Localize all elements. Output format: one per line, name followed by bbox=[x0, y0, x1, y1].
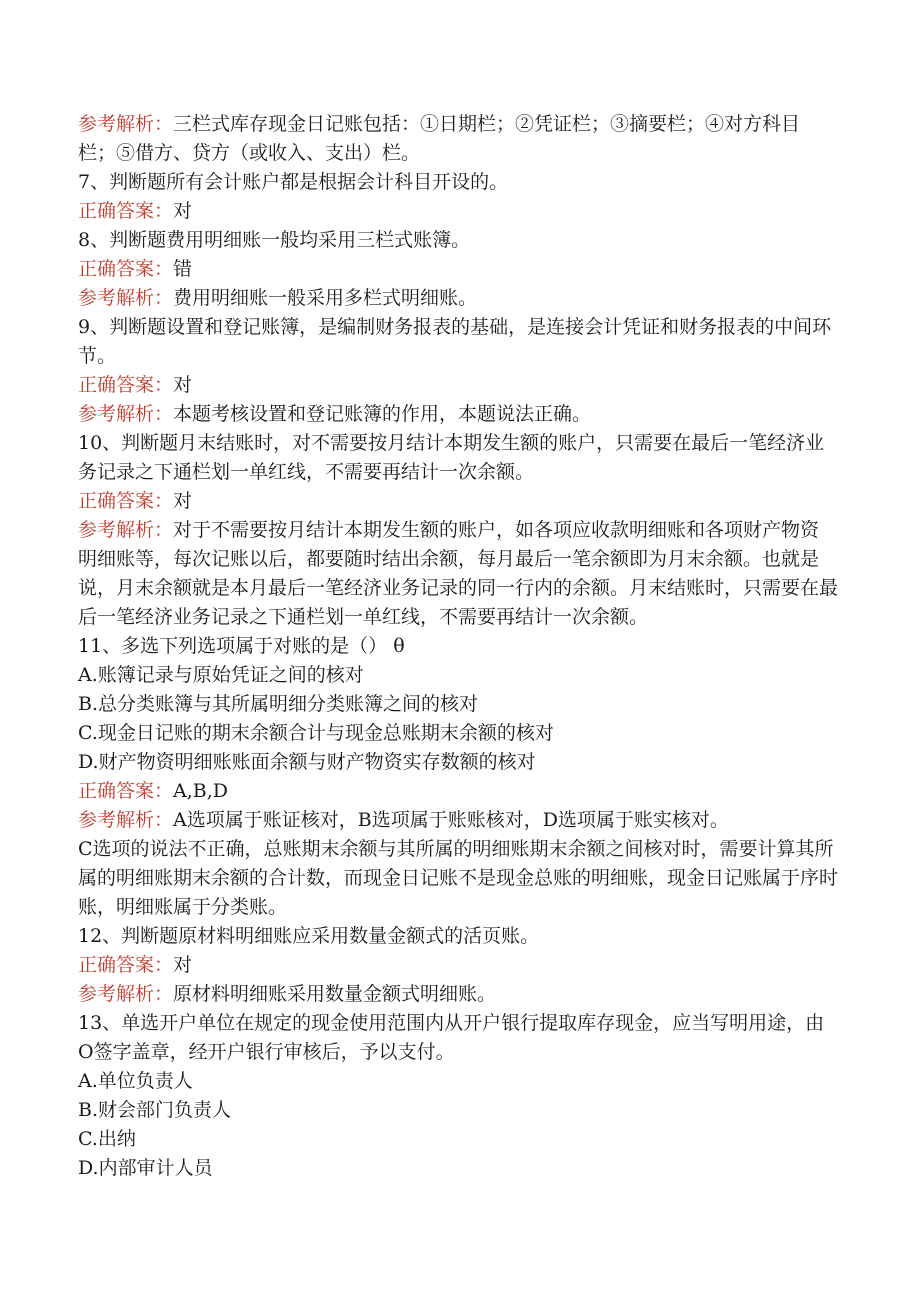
analysis-text: A选项属于账证核对，B选项属于账账核对，D选项属于账实核对。 bbox=[173, 809, 729, 831]
analysis-label: 参考解析： bbox=[78, 403, 174, 425]
question-line: 12、判断题原材料明细账应采用数量金额式的活页账。 bbox=[78, 925, 540, 947]
option-line: D.财产物资明细账账面余额与财产物资实存数额的核对 bbox=[78, 751, 536, 773]
analysis-line bbox=[78, 110, 838, 168]
analysis-text: 三栏式库存现金日记账包括：①日期栏；②凭证栏；③摘要栏；④对方科目栏；⑤借方、贷方（或收入、支出）栏。 bbox=[78, 113, 801, 164]
analysis-label: 参考解析： bbox=[78, 287, 174, 309]
answer-text: 错 bbox=[173, 258, 193, 280]
option-line: C.现金日记账的期末余额合计与现金总账期末余额的核对 bbox=[78, 722, 554, 744]
question-line: 11、多选下列选项属于对账的是（） θ bbox=[78, 635, 405, 657]
analysis-text: 本题考核设置和登记账簿的作用，本题说法正确。 bbox=[173, 403, 592, 425]
question-line: 13、单选开户单位在规定的现金使用范围内从开户银行提取库存现金，应当写明用途，由O签字盖章，经开户银行审核后，予以支付。 bbox=[78, 1012, 825, 1063]
answer-label: 正确答案： bbox=[78, 490, 174, 512]
option-line: B.总分类账簿与其所属明细分类账簿之间的核对 bbox=[78, 693, 479, 715]
answer-line bbox=[78, 255, 838, 284]
answer-label: 正确答案： bbox=[78, 258, 174, 280]
analysis-text: 原材料明细账采用数量金额式明细账。 bbox=[173, 983, 497, 1005]
answer-line bbox=[78, 951, 838, 980]
analysis-label: 参考解析： bbox=[78, 113, 174, 135]
question-line: 9、判断题设置和登记账簿，是编制财务报表的基础，是连接会计凭证和财务报表的中间环节。 bbox=[78, 316, 832, 367]
answer-text: 对 bbox=[173, 374, 193, 396]
analysis-text: 费用明细账一般采用多栏式明细账。 bbox=[173, 287, 478, 309]
analysis-label: 参考解析： bbox=[78, 809, 174, 831]
answer-text: 对 bbox=[173, 490, 193, 512]
analysis-line bbox=[78, 516, 838, 632]
option-line: B.财会部门负责人 bbox=[78, 1099, 232, 1121]
question-line: 10、判断题月末结账时，对不需要按月结计本期发生额的账户，只需要在最后一笔经济业务记录之下通栏划一单红线，不需要再结计一次余额。 bbox=[78, 432, 825, 483]
answer-line bbox=[78, 371, 838, 400]
answer-line bbox=[78, 777, 838, 806]
analysis-line bbox=[78, 806, 838, 835]
option-line: A.单位负责人 bbox=[78, 1070, 193, 1092]
answer-label: 正确答案： bbox=[78, 200, 174, 222]
answer-text: 对 bbox=[173, 954, 193, 976]
answer-text: 对 bbox=[173, 200, 193, 222]
answer-text: A,B,D bbox=[173, 780, 229, 802]
question-line: 8、判断题费用明细账一般均采用三栏式账簿。 bbox=[78, 229, 471, 251]
analysis-label: 参考解析： bbox=[78, 519, 174, 541]
document-body bbox=[78, 110, 838, 1183]
answer-label: 正确答案： bbox=[78, 374, 174, 396]
analysis-line bbox=[78, 400, 838, 429]
answer-label: 正确答案： bbox=[78, 780, 174, 802]
answer-line bbox=[78, 487, 838, 516]
analysis-text: 对于不需要按月结计本期发生额的账户，如各项应收款明细账和各项财产物资明细账等，每次记账以后，都要随时结出余额，每月最后一笔余额即为月末余额。也就是说，月末余额就是本月最后一笔经济业务记录的同一行内的余额。月末结账时，只需要在最后一笔经济业务记录之下通栏划一单红线，不需要再结计一次余额。 bbox=[78, 519, 839, 628]
plain-line: C选项的说法不正确，总账期末余额与其所属的明细账期末余额之间核对时，需要计算其所属的明细账期末余额的合计数，而现金日记账不是现金总账的明细账，现金日记账属于序时账，明细账属于分类账。 bbox=[78, 838, 839, 918]
answer-label: 正确答案： bbox=[78, 954, 174, 976]
option-line: A.账簿记录与原始凭证之间的核对 bbox=[78, 664, 364, 686]
answer-line bbox=[78, 197, 838, 226]
analysis-label: 参考解析： bbox=[78, 983, 174, 1005]
question-line: 7、判断题所有会计账户都是根据会计科目开设的。 bbox=[78, 171, 509, 193]
analysis-line bbox=[78, 284, 838, 313]
option-line: C.出纳 bbox=[78, 1128, 136, 1150]
analysis-line bbox=[78, 980, 838, 1009]
option-line: D.内部审计人员 bbox=[78, 1157, 213, 1179]
